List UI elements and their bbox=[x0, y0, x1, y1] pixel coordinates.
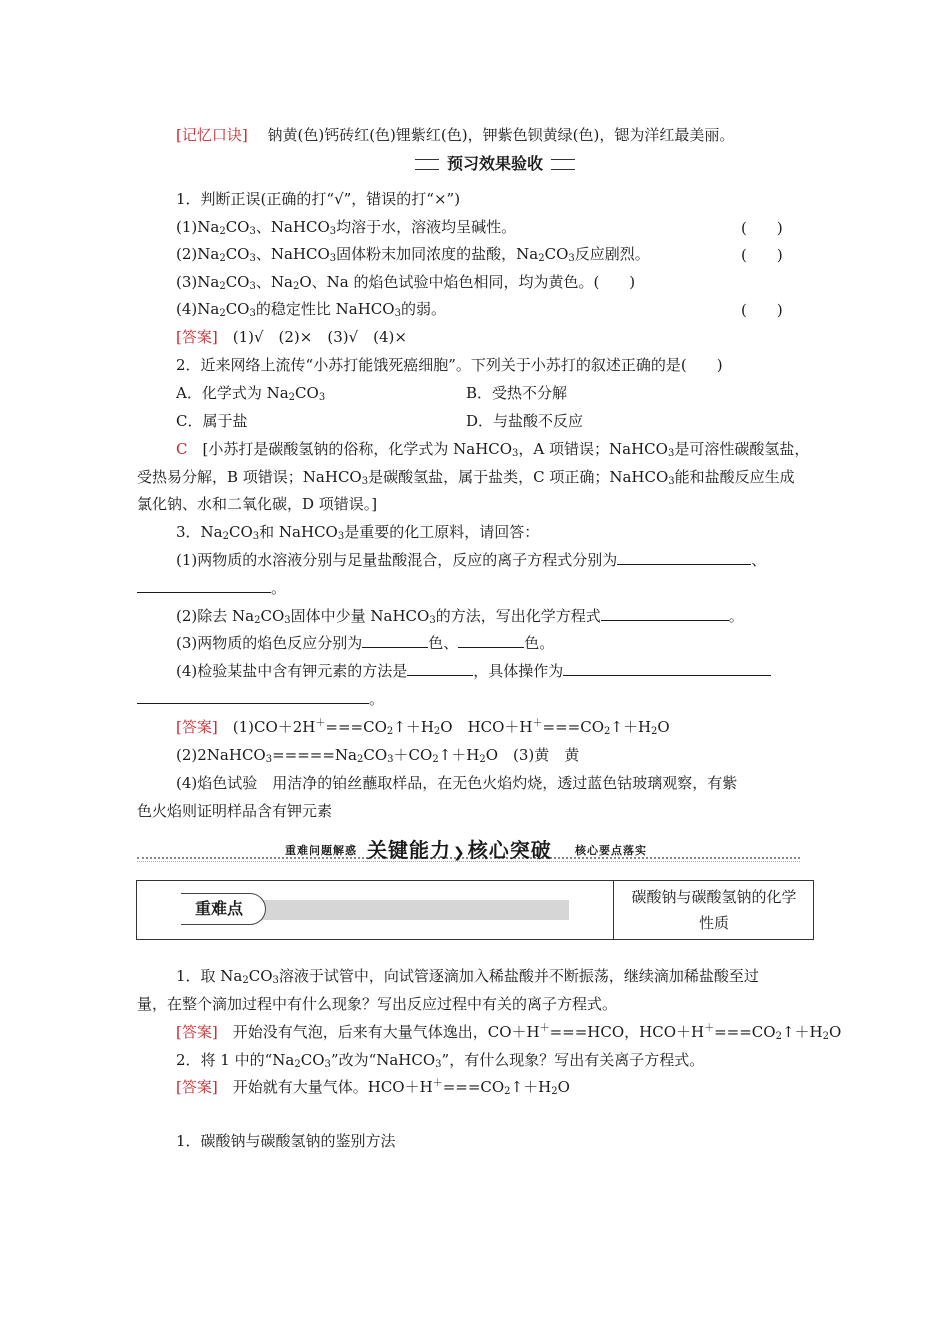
preview-heading bbox=[415, 153, 575, 175]
q2-option-a: A．化学式为 $Na_2CO_3$ bbox=[176, 384, 326, 403]
q1-item-3: $(3)Na_2CO_3$、$Na_2O$、Na 的焰色试验中焰色相同，均为黄色。( ) bbox=[176, 273, 636, 292]
q2-option-d: D．与盐酸不反应 bbox=[466, 412, 584, 430]
memory-text: 钠黄(色)钙砖红(色)锂紫红(色)，钾紫色钡黄绿(色)，锶为洋红最美丽。 bbox=[267, 126, 735, 144]
q1-stem: 1．判断正误(正确的打“√”，错误的打“×”) bbox=[176, 190, 461, 208]
q1-item-2: $(2)Na_2CO_3$、NaHCO$_3$固体粉末加同浓度的盐酸，$Na_2CO_3$反应剧烈。 bbox=[176, 245, 650, 264]
k1-stem-line2: 量，在整个滴加过程中有什么现象？写出反应过程中有关的离子方程式。 bbox=[137, 995, 618, 1013]
q2-option-b: B．受热不分解 bbox=[466, 384, 568, 402]
q1-answer: [答案] (1)√ (2)× (3)√ (4)× bbox=[176, 328, 407, 346]
q3-stem: 3．$Na_2CO_3$和 NaHCO$_3$是重要的化工原料，请回答： bbox=[176, 523, 540, 542]
key-point-topic: 碳酸钠与碳酸氢钠的化学 性质 bbox=[631, 888, 797, 932]
q2-option-c: C．属于盐 bbox=[176, 412, 248, 430]
k2-answer: [答案] 开始就有大量气体。$HCO+H^+===CO_2↑+H_2O$ bbox=[176, 1078, 570, 1097]
q3-answer-4-line2: 色火焰则证明样品含有钾元素 bbox=[137, 802, 333, 820]
q2-stem: 2．近来网络上流传“小苏打能饿死癌细胞”。下列关于小苏打的叙述正确的是( ) bbox=[176, 356, 723, 374]
q3-part1-line2: 。 bbox=[137, 578, 286, 598]
k1-answer: [答案] 开始没有气泡，后来有大量气体逸出，CO＋H＋===HCO，$HCO+H^+===CO_2↑+H_2O$ bbox=[176, 1023, 842, 1042]
banner-main: 关键能力 ❯ 核心突破 bbox=[367, 838, 552, 862]
k2-stem: 2．将 1 中的“$Na_2CO_3$”改为“NaHCO$_3$”，有什么现象？写出有关离子方程式。 bbox=[176, 1051, 705, 1070]
q3-part4: (4)检验某盐中含有钾元素的方法是 ，具体操作为 bbox=[176, 661, 771, 681]
banner-right: 核心要点落实 bbox=[575, 844, 647, 857]
q1-item-1-paren: ( ) bbox=[741, 219, 783, 237]
q2-explain-line3: 氯化钠、水和二氧化碳，D 项错误。] bbox=[137, 495, 378, 513]
q3-part3: (3)两物质的焰色反应分别为 色、 色。 bbox=[176, 634, 555, 652]
q3-answer-2: $(2)2NaHCO_3=====Na_2CO_3+CO_2↑+H_2O$ (3)黄 黄 bbox=[176, 746, 580, 765]
q3-part2: (2)除去 $Na_2CO_3$固体中少量 NaHCO$_3$的方法，写出化学方程式 。 bbox=[176, 607, 744, 626]
memory-tag: [记忆口诀] bbox=[176, 126, 248, 144]
banner-left: 重难问题解惑 bbox=[285, 844, 357, 857]
q3-part4-line2: 。 bbox=[137, 689, 384, 709]
q3-answer-1: [答案] $(1)CO+2H^+===CO_2↑+H_2O$ $HCO+H^+===CO_2↑+H_2O$ bbox=[176, 718, 670, 737]
answer-tag: [答案] bbox=[176, 328, 218, 346]
q1-item-4: $(4)Na_2CO_3$的稳定性比 NaHCO$_3$的弱。 bbox=[176, 300, 446, 319]
q2-answer-letter: C bbox=[176, 440, 188, 458]
preview-heading-label: 预习效果验收 bbox=[439, 153, 551, 175]
q1-item-4-paren: ( ) bbox=[741, 301, 783, 319]
q2-explain-line1: C [小苏打是碳酸氢钠的俗称，化学式为 NaHCO$_3$，A 项错误；NaHCO$_3$是可溶性碳酸氢盐， bbox=[176, 440, 810, 459]
key-point-table bbox=[136, 880, 814, 940]
k1-stem: 1．取 $Na_2CO_3$溶液于试管中，向试管逐滴加入稀盐酸并不断振荡，继续滴加稀盐酸至过 bbox=[176, 967, 759, 986]
banner-arrow-icon: ❯ bbox=[453, 845, 466, 861]
q2-explain-line2: 受热易分解，B 项错误；NaHCO$_3$是碳酸氢盐，属于盐类，C 项正确；NaHCO$_3$能和盐酸反应生成 bbox=[137, 468, 795, 487]
q3-part1: (1)两物质的水溶液分别与足量盐酸混合，反应的离子方程式分别为 、 bbox=[176, 551, 767, 569]
memory-line bbox=[176, 125, 734, 145]
final-item: 1．碳酸钠与碳酸氢钠的鉴别方法 bbox=[176, 1132, 396, 1150]
key-point-badge: 重难点 bbox=[181, 893, 266, 925]
q3-answer-4: (4)焰色试验 用洁净的铂丝蘸取样品，在无色火焰灼烧，透过蓝色钴玻璃观察，有紫 bbox=[176, 774, 738, 792]
q1-item-1: $(1)Na_2CO_3$、NaHCO$_3$均溶于水，溶液均呈碱性。 bbox=[176, 218, 517, 237]
section-banner bbox=[137, 830, 800, 864]
q1-item-2-paren: ( ) bbox=[741, 246, 783, 264]
